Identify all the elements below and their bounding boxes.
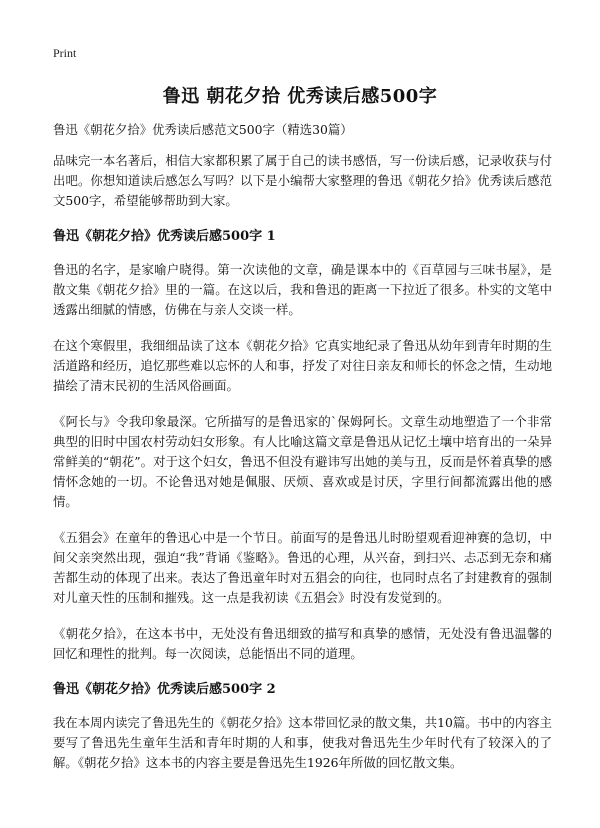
paragraph: 《五猖会》在童年的鲁迅心中是一个节日。前面写的是鲁迅儿时盼望观看迎神赛的急切，中间父亲突然出现，强迫“我”背诵《鉴略》。鲁迅的心理，从兴奋，到扫兴、忐忑到无奈和痛苦都生动的体现了出来。表达了鲁迅童年时对五猖会的向往，也同时点名了封建教育的强制对儿童天性的压制和摧残。这一点是我初读《五猖会》时没有发觉到的。 — [53, 530, 552, 605]
page-title: 鲁迅 朝花夕拾 优秀读后感500字 — [162, 86, 438, 107]
paragraph: 《阿长与》令我印象最深。它所描写的是鲁迅家的`保姆阿长。文章生动地塑造了一个非常典型的旧时中国农村劳动妇女形象。有人比喻这篇文章是鲁迅从记忆土壤中培育出的一朵异常鲜美的“朝花”。对于这个妇女，鲁迅不但没有避讳写出她的美与丑，反而是怀着真挚的感情怀念她的一切。不论鲁迅对她是佩服、厌烦、喜欢或是讨厌，字里行间都流露出他的感情。 — [53, 414, 552, 509]
paragraph: 在这个寒假里，我细细品读了这本《朝花夕拾》它真实地纪录了鲁迅从幼年到青年时期的生活道路和经历，追忆那些难以忘怀的人和事，抒发了对往日亲友和师长的怀念之情，生动地描绘了清末民初的生活风俗画面。 — [53, 338, 552, 393]
document-body — [53, 120, 552, 789]
paragraph: 鲁迅的名字，是家喻户晓得。第一次读他的文章，确是课本中的《百草园与三味书屋》，是散文集《朝花夕拾》里的一篇。在这以后，我和鲁迅的距离一下拉近了很多。朴实的文笔中透露出细腻的情感，仿佛在与亲人交谈一样。 — [53, 262, 552, 317]
document-subtitle: 鲁迅《朝花夕拾》优秀读后感范文500字（精选30篇） — [53, 122, 353, 137]
section-heading: 鲁迅《朝花夕拾》优秀读后感500字 2 — [53, 682, 276, 697]
paragraph: 我在本周内读完了鲁迅先生的《朝花夕拾》这本带回忆录的散文集，共10篇。书中的内容主要写了鲁迅先生童年生活和青年时期的人和事，使我对鲁迅先生少年时代有了较深入的了解。《朝花夕拾》这本书的内容主要是鲁迅先生1926年所做的回忆散文集。 — [53, 715, 553, 770]
intro-paragraph: 品味完一本名著后，相信大家都积累了属于自己的读书感悟，写一份读后感，记录收获与付出吧。你想知道读后感怎么写吗？以下是小编帮大家整理的鲁迅《朝花夕拾》优秀读后感范文500字，希望能够帮助到大家。 — [53, 153, 552, 208]
print-label[interactable]: Print — [53, 46, 77, 60]
paragraph: 《朝花夕拾》，在这本书中，无处没有鲁迅细致的描写和真挚的感情，无处没有鲁迅温馨的回忆和理性的批判。每一次阅读，总能悟出不同的道理。 — [53, 626, 552, 661]
section-heading: 鲁迅《朝花夕拾》优秀读后感500字 1 — [53, 229, 276, 244]
